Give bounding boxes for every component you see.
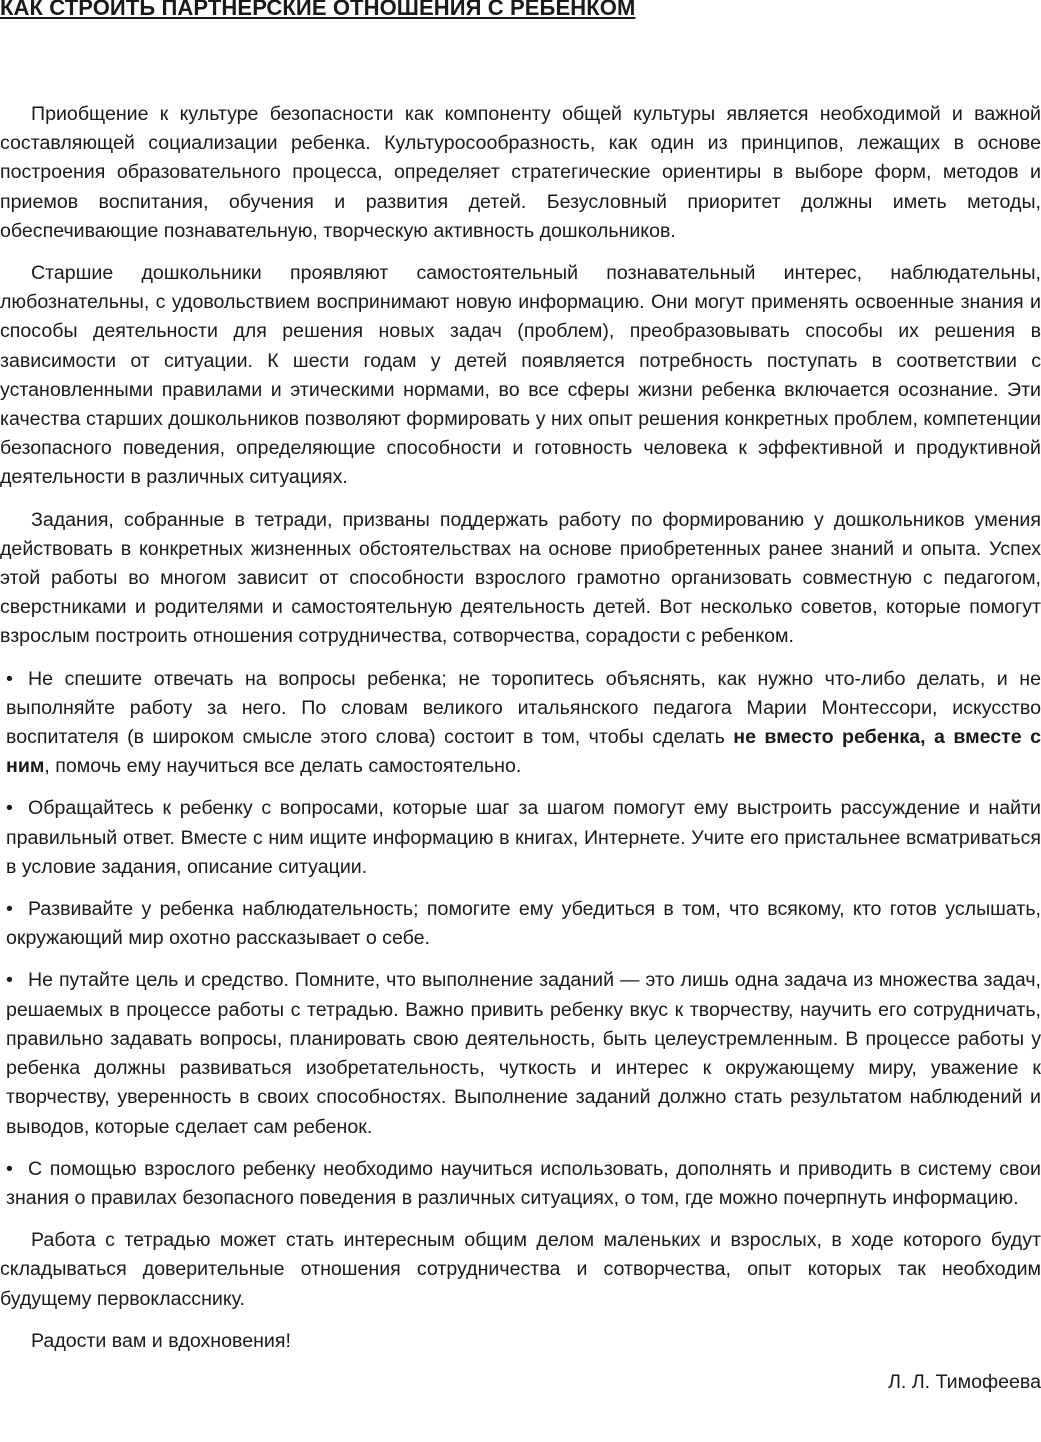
greeting: Радости вам и вдохновения!: [31, 1329, 291, 1352]
bullet-marker: •: [6, 797, 13, 820]
bullet-marker: •: [6, 667, 13, 690]
bullet-marker: •: [6, 1157, 13, 1180]
paragraph-tasks: Задания, собранные в тетради, призваны поддержать работу по формированию у дошкольников умения действовать в конкретных жизненных обстоятельствах на основе приобретенных ранее знаний и опыта. Успех этой работы во многом зависит от способности взрослого грамотно организовать совместную с педагогом, сверстниками и родителями и самостоятельную деятельность детей. Вот несколько советов, которые помогут взрослым построить отношения сотрудничества, сотворчества, сорадости с ребенком.: [0, 508, 1041, 648]
advice-emphasis: не вместо ребенка, а вместе с ним: [6, 726, 1041, 778]
paragraph-closing: Работа с тетрадью может стать интересным общим делом маленьких и взрослых, в ходе которого будут складываться доверительные отношения сотрудничества и сотворчества, опыт которых так необходим будущему первокласснику.: [0, 1229, 1041, 1310]
bullet-marker: •: [6, 898, 13, 921]
advice-item: [6, 895, 1041, 953]
advice-item: [6, 1155, 1041, 1213]
advice-text-end: , помочь ему научиться все делать самостоятельно.: [44, 755, 522, 778]
paragraph-intro: Приобщение к культуре безопасности как компоненту общей культуры является необходимой и важной составляющей социализации ребенка. Культуросообразность, как один из принципов, лежащих в основе построения образовательного процесса, определяет стратегические ориентиры в выборе форм, методов и приемов воспитания, обучения и развития детей. Безусловный приоритет должны иметь методы, обеспечивающие познавательную, творческую активность дошкольников.: [0, 103, 1041, 242]
page-title: КАК СТРОИТЬ ПАРТНЕРСКИЕ ОТНОШЕНИЯ С РЕБЕНКОМ: [0, 0, 636, 20]
advice-text: Не спешите отвечать на вопросы ребенка; не торопитесь объяснять, как нужно что-либо делать, и не выполняйте работу за него. По словам великого итальянского педагога Марии Монтессори, искусство воспитателя (в широком смысле этого слова) состоит в том, чтобы сделать: [6, 667, 1041, 749]
advice-item: [6, 794, 1041, 882]
advice-text: Обращайтесь к ребенку с вопросами, которые шаг за шагом помогут ему выстроить рассуждение и найти правильный ответ. Вместе с ним ищите информацию в книгах, Интернете. Учите его пристальнее всматриваться в условие задания, описание ситуации.: [6, 797, 1041, 878]
advice-item: [6, 665, 1041, 782]
advice-text: С помощью взрослого ребенку необходимо научиться использовать, дополнять и приводить в систему свои знания о правилах безопасного поведения в различных ситуациях, о том, где можно почерпнуть информацию.: [6, 1157, 1041, 1209]
advice-text: Не путайте цель и средство. Помните, что выполнение заданий — это лишь одна задача из множества задач, решаемых в процессе работы с тетрадью. Важно привить ребенку вкус к творчеству, научить его сотрудничать, правильно задавать вопросы, планировать свою деятельность, быть целеустремленным. В процессе работы у ребенка должны развиваться изобретательность, чуткость и интерес к окружающему миру, уважение к творчеству, уверенность в своих способностях. Выполнение заданий должно стать результатом наблюдений и выводов, которые сделает сам ребенок.: [6, 969, 1041, 1138]
paragraph-preschoolers: Старшие дошкольники проявляют самостоятельный познавательный интерес, наблюдательны, любознательны, с удовольствием воспринимают новую информацию. Они могут применять освоенные знания и способы деятельности для решения новых задач (проблем), преобразовывать способы их решения в зависимости от ситуации. К шести годам у детей появляется потребность поступать в соответствии с установленными правилами и этическими нормами, во все сферы жизни ребенка включается осознание. Эти качества старших дошкольников позволяют формировать у них опыт решения конкретных проблем, компетенции безопасного поведения, определяющие способности и готовность человека к эффективной и продуктивной деятельности в различных ситуациях.: [0, 262, 1041, 489]
advice-item: [6, 966, 1041, 1141]
advice-text: Развивайте у ребенка наблюдательность; помогите ему убедиться в том, что всякому, кто готов услышать, окружающий мир охотно рассказывает о себе.: [6, 898, 1041, 950]
author-signature: Л. Л. Тимофеева: [888, 1370, 1041, 1393]
bullet-marker: •: [6, 969, 13, 992]
document-body: [0, 100, 1041, 1397]
